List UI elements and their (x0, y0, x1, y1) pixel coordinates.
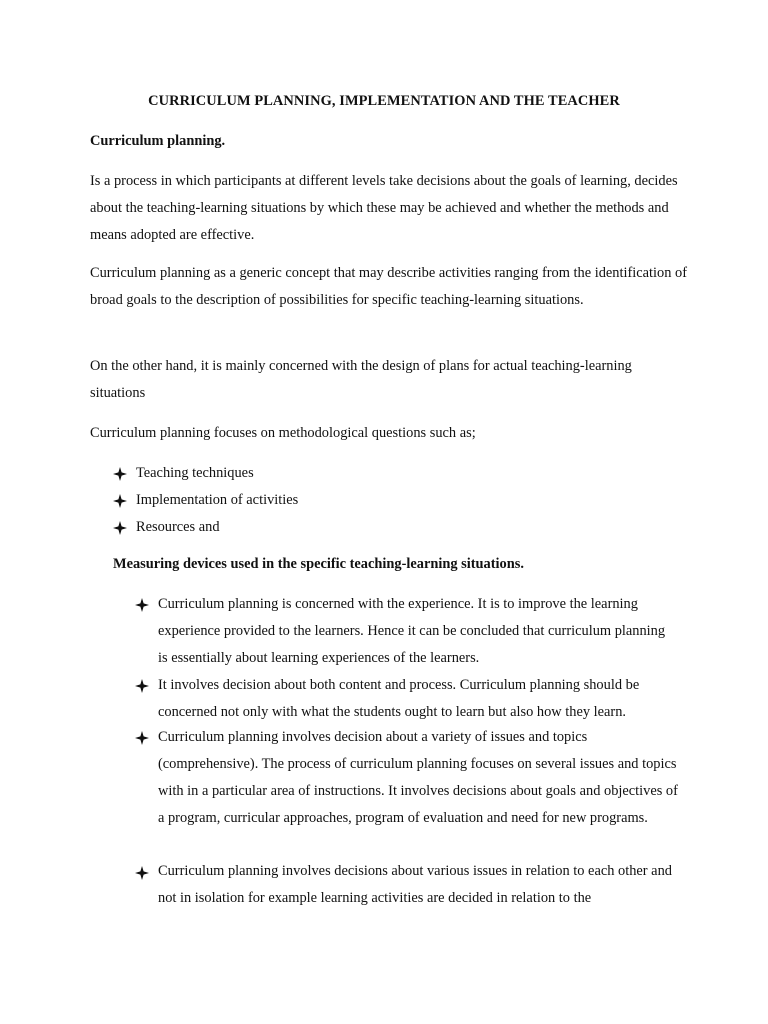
list-item: Resources and (136, 519, 220, 535)
list-item: Teaching techniques (136, 465, 254, 481)
diamond-bullet-icon (135, 598, 149, 612)
diamond-bullet-icon (113, 521, 127, 535)
paragraph-definition: Is a process in which participants at different levels take decisions about the goals of learning, decides about the teaching-learning situations by which these may be achieved and whether the methods and means adopted are effective. (90, 173, 678, 243)
list-item: It involves decision about both content and process. Curriculum planning should be concerned not only with what the students ought to learn but also how they learn. (158, 677, 640, 720)
list-item: Curriculum planning involves decision about a variety of issues and topics (comprehensive). The process of curriculum planning focuses on several issues and topics with in a particular area of instructions. It involves decisions about goals and objectives of a program, curricular approaches, program of evaluation and need for new programs. (158, 729, 678, 826)
diamond-bullet-icon (135, 731, 149, 745)
diamond-bullet-icon (135, 679, 149, 693)
list-item: Implementation of activities (136, 492, 299, 508)
list-item: Curriculum planning is concerned with the experience. It is to improve the learning experience provided to the learners. Hence it can be concluded that curriculum planning is essentially about learning experiences of the learners. (158, 596, 666, 666)
document-title: CURRICULUM PLANNING, IMPLEMENTATION AND THE TEACHER (148, 93, 620, 109)
list-item: Curriculum planning involves decisions about various issues in relation to each other and not in isolation for example learning activities are decided in relation to the (158, 863, 672, 906)
diamond-bullet-icon (135, 866, 149, 880)
paragraph-generic-concept: Curriculum planning as a generic concept that may describe activities ranging from the identification of broad goals to the description of possibilities for specific teaching-learning situations. (90, 265, 688, 308)
diamond-bullet-icon (113, 467, 127, 481)
paragraph-other-hand: On the other hand, it is mainly concerned with the design of plans for actual teaching-learning situations (90, 358, 632, 401)
sub-heading: Measuring devices used in the specific teaching-learning situations. (113, 556, 524, 572)
diamond-bullet-icon (113, 494, 127, 508)
paragraph-methodological: Curriculum planning focuses on methodological questions such as; (90, 425, 476, 441)
section-heading: Curriculum planning. (90, 133, 226, 149)
